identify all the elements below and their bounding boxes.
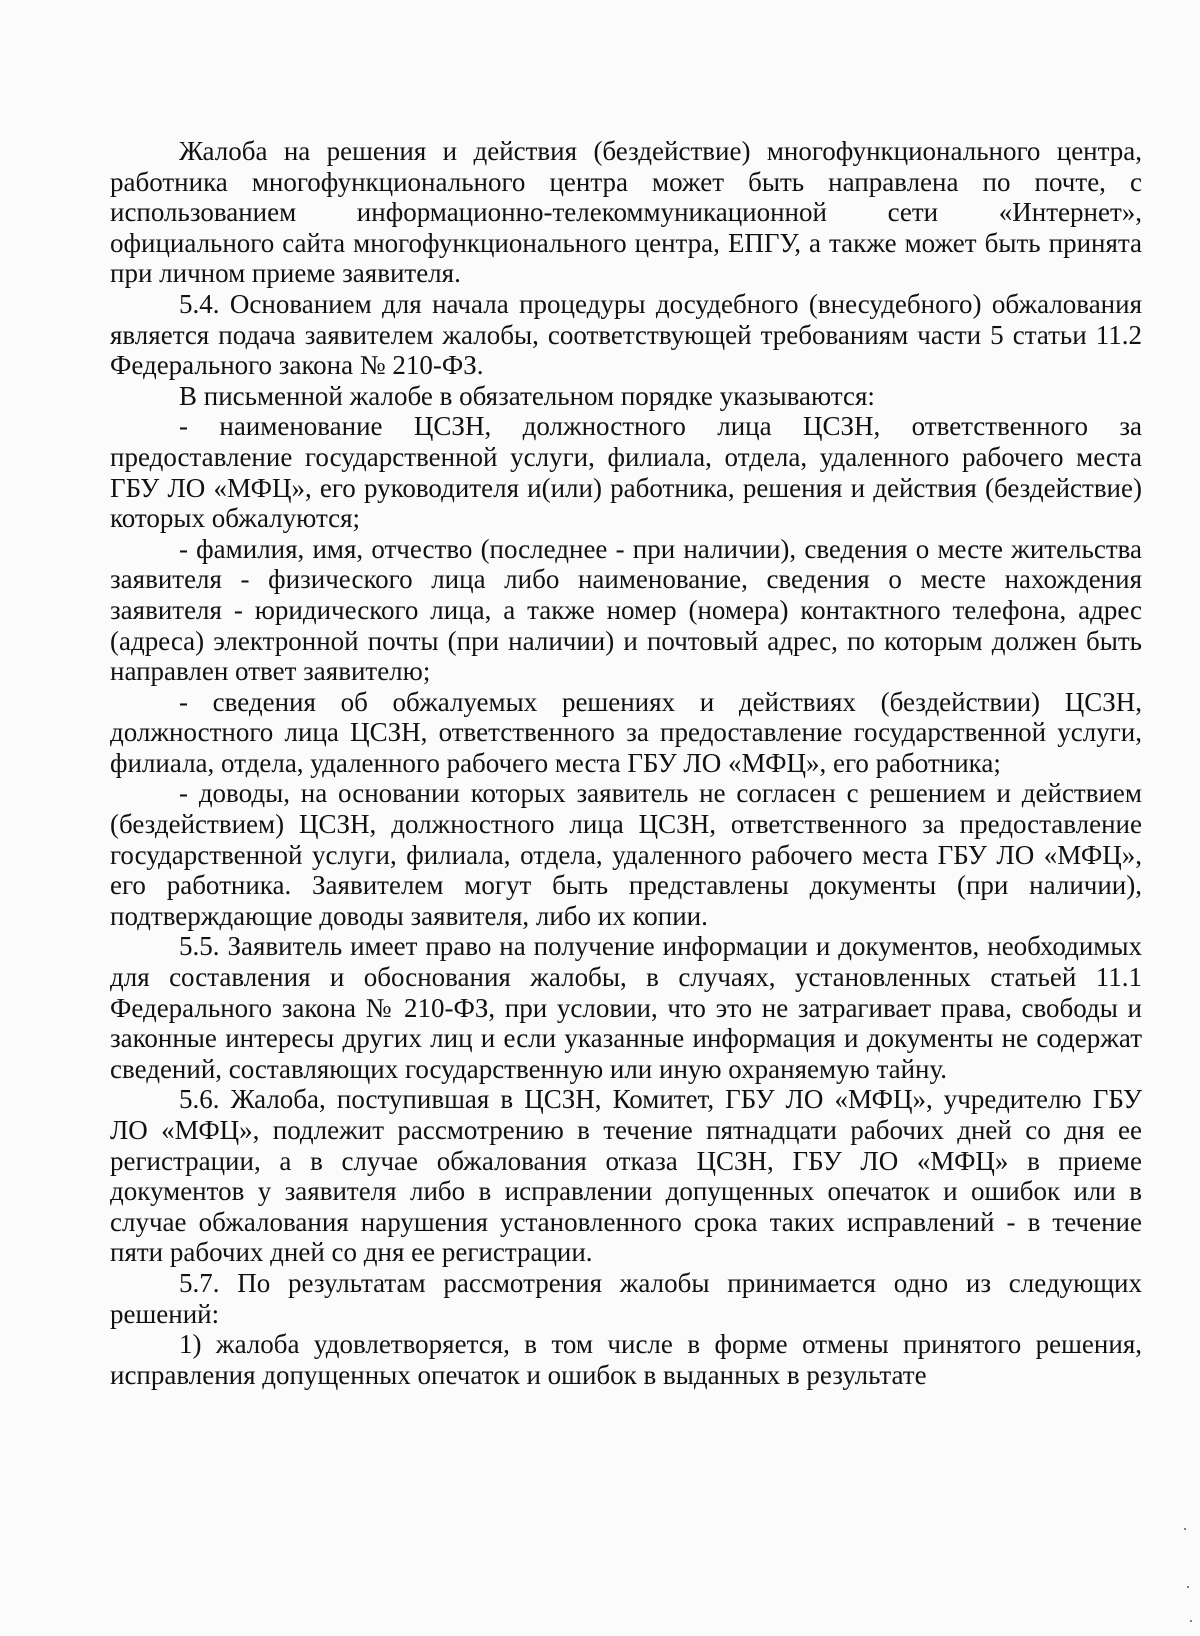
list-item-appealed-decisions: - сведения об обжалуемых решениях и действиях (бездействии) ЦСЗН, должностного лица ЦСЗН, ответственного за предоставление государственной услуги, филиала, отдела, удаленного рабочего места ГБУ ЛО «МФЦ», его работника; xyxy=(110,686,1142,778)
list-item-name-of-body: - наименование ЦСЗН, должностного лица ЦСЗН, ответственного за предоставление государственной услуги, филиала, отдела, удаленного рабочего места ГБУ ЛО «МФЦ», его руководителя и(или) работника, решения и действия (бездействие) которых обжалуются; xyxy=(110,411,1142,534)
paragraph-5-7: 5.7. По результатам рассмотрения жалобы принимается одно из следующих решений: xyxy=(110,1267,1142,1329)
list-item-arguments: - доводы, на основании которых заявитель не согласен с решением и действием (бездействием) ЦСЗН, должностного лица ЦСЗН, ответственного за предоставление государственной услуги, филиала, отдела, удаленного рабочего места ГБУ ЛО «МФЦ», его работника. Заявителем могут быть представлены документы (при наличии), подтверждающие доводы заявителя, либо их копии. xyxy=(110,778,1142,931)
paragraph-5-5: 5.5. Заявитель имеет право на получение информации и документов, необходимых для составления и обоснования жалобы, в случаях, установленных статьей 11.1 Федерального закона № 210-ФЗ, при условии, что это не затрагивает права, свободы и законные интересы других лиц и если указанные информация и документы не содержат сведений, составляющих государственную или иную охраняемую тайну. xyxy=(110,931,1142,1084)
list-item-applicant-details: - фамилия, имя, отчество (последнее - при наличии), сведения о месте жительства заявителя - физического лица либо наименование, сведения о месте нахождения заявителя - юридического лица, а также номер (номера) контактного телефона, адрес (адреса) электронной почты (при наличии) и почтовый адрес, по которым должен быть направлен ответ заявителю; xyxy=(110,533,1142,687)
scan-speck xyxy=(1184,1528,1186,1530)
paragraph-written-complaint-intro: В письменной жалобе в обязательном порядке указываются: xyxy=(179,380,875,411)
paragraph-5-4: 5.4. Основанием для начала процедуры досудебного (внесудебного) обжалования является подача заявителем жалобы, соответствующей требованиям части 5 статьи 11.2 Федерального закона № 210-ФЗ. xyxy=(110,288,1142,381)
list-item-decision-1: 1) жалоба удовлетворяется, в том числе в форме отмены принятого решения, исправления допущенных опечаток и ошибок в выданных в результате xyxy=(110,1329,1142,1390)
paragraph-complaint-channels: Жалоба на решения и действия (бездействие) многофункционального центра, работника многофункционального центра может быть направлена по почте, с использованием информационно-телекоммуникационной сети «Интернет», официального сайта многофункционального центра, ЕПГУ, а также может быть принята при личном приеме заявителя. xyxy=(110,136,1142,289)
document-body xyxy=(110,136,1142,1390)
scan-speck xyxy=(1187,1586,1189,1588)
scan-speck xyxy=(1190,1620,1192,1622)
paragraph-5-6: 5.6. Жалоба, поступившая в ЦСЗН, Комитет, ГБУ ЛО «МФЦ», учредителю ГБУ ЛО «МФЦ», подлежит рассмотрению в течение пятнадцати рабочих дней со дня ее регистрации, а в случае обжалования отказа ЦСЗН, ГБУ ЛО «МФЦ» в приеме документов у заявителя либо в исправлении допущенных опечаток и ошибок или в случае обжалования нарушения установленного срока таких исправлений - в течение пяти рабочих дней со дня ее регистрации. xyxy=(110,1084,1142,1268)
